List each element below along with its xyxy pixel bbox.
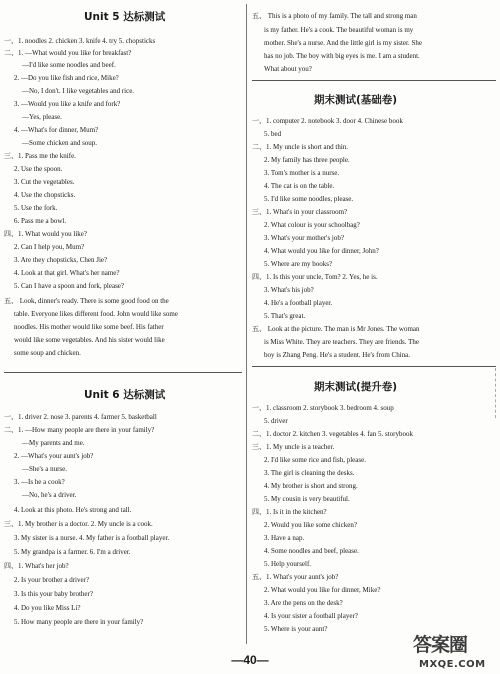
answer-line: 5. Use the fork. [14, 204, 58, 212]
answer-line: 5. My grandpa is a farmer. 6. I'm a driver. [14, 548, 131, 556]
answer-line: 3. Cut the vegetables. [14, 178, 75, 186]
answer-line: 4. Look at that girl. What's her name? [14, 269, 120, 277]
answer-line: 4. The cat is on the table. [264, 182, 335, 190]
answer-line: 四、1. What's her job? [4, 562, 69, 570]
watermark-logo [413, 636, 497, 672]
answer-line: 2. My family has three people. [264, 156, 350, 164]
answer-line: 4. —What's for dinner, Mum? [14, 126, 99, 134]
answer-line: 4. Do you like Miss Li? [14, 604, 81, 612]
section-divider [252, 80, 496, 81]
answer-line: 4. Is your sister a football player? [264, 612, 358, 620]
answer-line: 一、1. classroom 2. storybook 3. bedroom 4. soup [252, 404, 394, 412]
answer-line: 3. The girl is cleaning the desks. [264, 469, 355, 477]
answer-line: 2. What colour is your schoolbag? [264, 221, 360, 229]
answer-line: —No, he's a driver. [22, 491, 77, 499]
answer-line: 3. —Would you like a knife and fork? [14, 100, 121, 108]
answer-line: 二、1. —What would you like for breakfast? [4, 49, 132, 57]
answer-line: 5. Where are my books? [264, 260, 333, 268]
answer-line: 4. Use the chopsticks. [14, 191, 76, 199]
answer-line: 一、1. noodles 2. chicken 3. knife 4. try 5. chopsticks [4, 37, 156, 45]
answer-line: 3. My sister is a nurse. 4. My father is a football player. [14, 534, 170, 542]
answer-line: would like some vegetables. And his sister would like [14, 336, 165, 344]
answer-line: 五、1. What's your aunt's job? [252, 573, 339, 581]
answer-line: 5. driver [264, 417, 288, 425]
answer-line: 2. Is your brother a driver? [14, 576, 90, 584]
answer-line: 3. —Is he a cook? [14, 478, 65, 486]
answer-line: 3. Tom's mother is a nurse. [264, 169, 340, 177]
answer-line: 2. I'd like some rice and fish, please. [264, 456, 366, 464]
answer-line: 5. How many people are there in your family? [14, 618, 144, 626]
answer-line: —Some chicken and soup. [22, 139, 98, 147]
unit6-title: Unit 6 达标测试 [84, 389, 166, 401]
answer-line: —I'd like some noodles and beef. [22, 61, 116, 69]
answer-line: 三、1. Pass me the knife. [4, 152, 76, 160]
answer-line: 5. I'd like some noodles, please. [264, 195, 354, 203]
answer-line: table. Everyone likes different food. John would like some [14, 310, 178, 318]
watermark-url: MXQE.COM [419, 659, 486, 670]
section-divider [252, 366, 496, 367]
answer-line: 5. Help yourself. [264, 560, 312, 568]
answer-line: 5. My cousin is very beautiful. [264, 495, 350, 503]
answer-line: 5. Where is your aunt? [264, 625, 328, 633]
answer-line: 五、 This is a photo of my family. The tall and strong man [252, 12, 417, 20]
answer-line: 4. Some noodles and beef, please. [264, 547, 359, 555]
answer-line: boy is Zhang Peng. He's a student. He's from China. [264, 351, 411, 359]
answer-line: 二、1. My uncle is short and thin. [252, 143, 349, 151]
answer-line: —She's a nurse. [22, 465, 68, 473]
answer-line: 5. That's great. [264, 312, 306, 320]
answer-line: 2. —Do you like fish and rice, Mike? [14, 74, 119, 82]
answer-line: 5. bed [264, 130, 282, 138]
answer-line: 2. Would you like some chicken? [264, 521, 358, 529]
answer-line: 3. Have a nap. [264, 534, 305, 542]
answer-line: 3. Is this your baby brother? [14, 590, 93, 598]
section-divider [4, 372, 242, 373]
answer-line: 五、 Look at the picture. The man is Mr Jones. The woman [252, 325, 420, 333]
answer-line: 四、1. Is this your uncle, Tom? 2. Yes, he is. [252, 273, 378, 281]
answer-line: 一、1. driver 2. nose 3. parents 4. farmer 5. basketball [4, 413, 157, 421]
final-advanced-title: 期末测试(提升卷) [314, 381, 398, 393]
answer-line: 2. —What's your aunt's job? [14, 452, 94, 460]
answer-line: mother. She's a nurse. And the little girl is my sister. She [264, 39, 422, 47]
answer-line: 5. Can I have a spoon and fork, please? [14, 282, 125, 290]
answer-line: What about you? [264, 65, 312, 73]
answer-line: 三、1. My brother is a doctor. 2. My uncle is a cook. [4, 520, 153, 528]
answer-line: 二、1. doctor 2. kitchen 3. vegetables 4. fan 5. storybook [252, 430, 413, 438]
answer-line: 4. My brother is short and strong. [264, 482, 358, 490]
answer-line: some soup and chicken. [14, 349, 81, 357]
watermark-text: 答案圈 [413, 634, 468, 656]
answer-line: noodles. His mother would like some beef. His father [14, 323, 164, 331]
answer-line: 2. What would you like for dinner, Mike? [264, 586, 381, 594]
answer-line: 3. Are they chopsticks, Chen Jie? [14, 256, 108, 264]
answer-line: has no job. The boy with big eyes is me. I am a student. [264, 52, 420, 60]
answer-line: 五、 Look, dinner's ready. There is some good food on the [4, 297, 169, 305]
answer-line: —Yes, please. [22, 113, 62, 121]
answer-line: is my father. He's a cook. The beautiful woman is my [264, 26, 414, 34]
answer-line: 三、1. What's in your classroom? [252, 208, 348, 216]
answer-line: —No, I don't. I like vegetables and rice. [22, 87, 135, 95]
unit5-title: Unit 5 达标测试 [84, 11, 166, 23]
answer-line: 3. What's your mother's job? [264, 234, 344, 242]
answer-line: 三、1. My uncle is a teacher. [252, 443, 335, 451]
answer-line: —My parents and me. [22, 439, 85, 447]
answer-line: 一、1. computer 2. notebook 3. door 4. Chinese book [252, 117, 403, 125]
answer-line: 四、1. What would you like? [4, 230, 88, 238]
answer-line: 2. Can I help you, Mum? [14, 243, 85, 251]
answer-line: 3. Are the pens on the desk? [264, 599, 343, 607]
answer-line: is Miss White. They are teachers. They are friends. The [264, 338, 419, 346]
answer-line: 四、1. Is it in the kitchen? [252, 508, 327, 516]
answer-line: 二、1. —How many people are there in your family? [4, 426, 155, 434]
final-basic-title: 期末测试(基础卷) [314, 94, 398, 106]
answer-line: 4. Look at this photo. He's strong and tall. [14, 506, 132, 514]
answer-line: 2. Use the spoon. [14, 165, 63, 173]
answer-line: 4. What would you like for dinner, John? [264, 247, 379, 255]
page-number: —40— [231, 653, 269, 667]
answer-line: 6. Pass me a bowl. [14, 217, 67, 225]
binding-edge [495, 368, 500, 418]
answer-line: 4. He's a football player. [264, 299, 333, 307]
column-divider [246, 4, 247, 644]
answer-line: 3. What's his job? [264, 286, 314, 294]
